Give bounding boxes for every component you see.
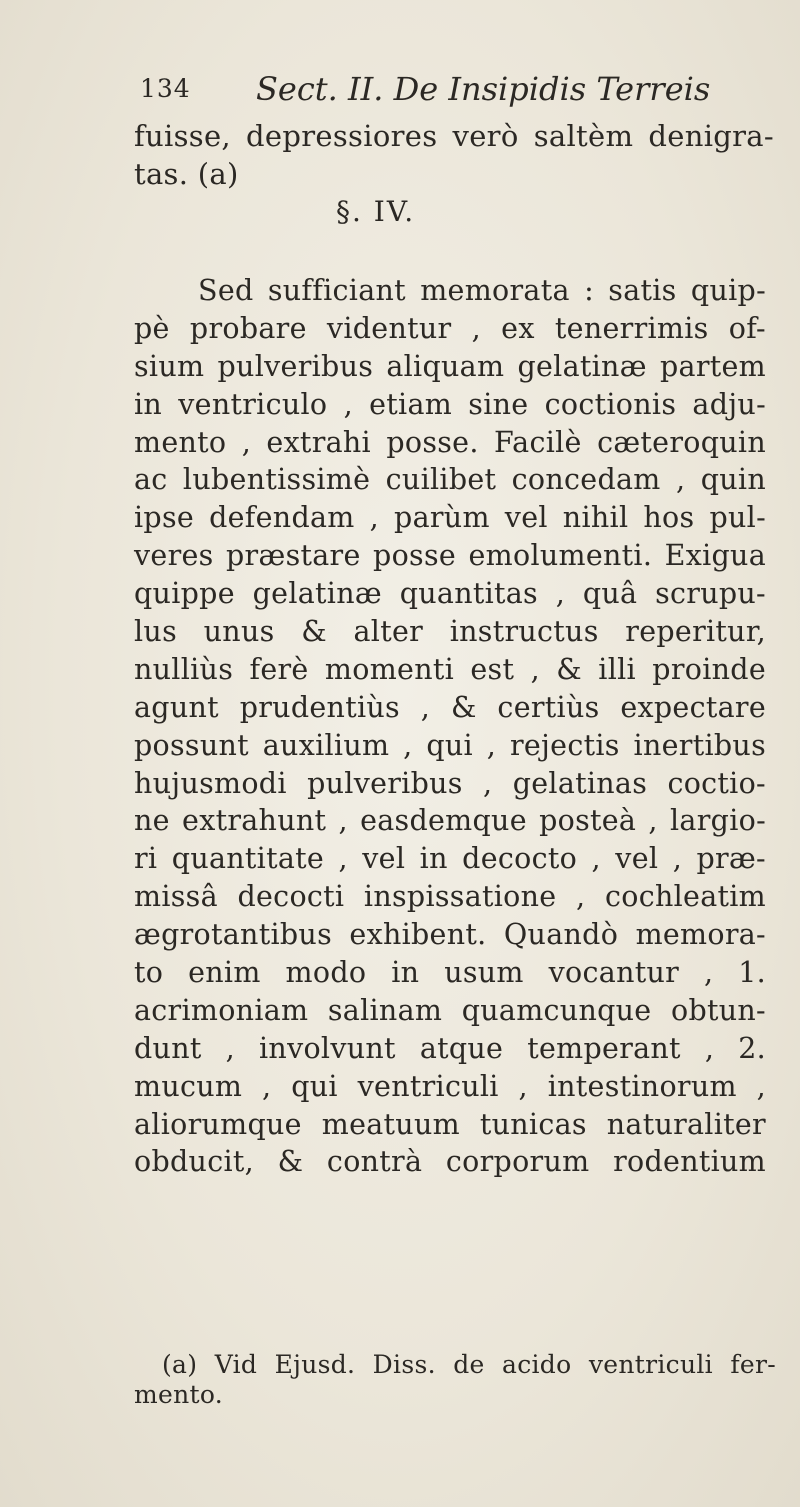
text-line: veres præstare posse emolumenti. Exigua	[134, 539, 766, 573]
text-line: tas. (a)	[134, 156, 239, 191]
intro-paragraph	[134, 118, 774, 193]
text-line: acrimoniam salinam quamcunque obtun-	[134, 993, 766, 1027]
text-line: ri quantitate , vel in decocto , vel , præ-	[134, 842, 766, 876]
body-paragraph	[134, 272, 766, 1181]
running-title: Sect. II. De Insipidis Terreis	[256, 70, 711, 108]
text-line: pè probare videntur , ex tenerrimis of-	[134, 311, 766, 345]
text-line: sium pulveribus aliquam gelatinæ partem	[134, 349, 766, 383]
text-line: aliorumque meatuum tunicas naturaliter	[134, 1107, 766, 1141]
text-line: hujusmodi pulveribus , gelatinas coctio-	[134, 766, 766, 800]
text-line: obducit, & contrà corporum rodentium	[134, 1145, 766, 1179]
text-line: ac lubentissimè cuilibet concedam , quin	[134, 463, 766, 497]
page-number: 134	[140, 74, 191, 103]
footnote-line: (a) Vid Ejusd. Diss. de acido ventriculi fer-	[162, 1350, 776, 1379]
text-line: ægrotantibus exhibent. Quandò memora-	[134, 918, 766, 952]
text-line: mento , extrahi posse. Facilè cæteroquin	[134, 425, 766, 459]
text-line: mucum , qui ventriculi , intestinorum ,	[134, 1069, 766, 1103]
text-line: Sed sufficiant memorata : satis quip-	[198, 274, 766, 307]
text-line: nulliùs ferè momenti est , & illi proinde	[134, 652, 766, 686]
section-heading: §. IV.	[336, 195, 416, 228]
text-line: dunt , involvunt atque temperant , 2.	[134, 1031, 766, 1065]
text-line: to enim modo in usum vocantur , 1.	[134, 956, 766, 990]
text-line: fuisse, depressiores verò saltèm denigra-	[134, 119, 774, 153]
footnote-line: mento.	[134, 1380, 224, 1409]
text-line: missâ decocti inspissatione , cochleatim	[134, 880, 766, 914]
text-line: in ventriculo , etiam sine coctionis adju-	[134, 387, 766, 421]
text-line: ipse defendam , parùm vel nihil hos pul-	[134, 501, 766, 535]
text-line: agunt prudentiùs , & certiùs expectare	[134, 690, 766, 724]
text-line: ne extrahunt , easdemque posteà , largio-	[134, 804, 766, 838]
footnote	[134, 1350, 776, 1410]
text-line: quippe gelatinæ quantitas , quâ scrupu-	[134, 577, 766, 611]
text-line: possunt auxilium , qui , rejectis inertibus	[134, 728, 766, 762]
page-header	[140, 70, 760, 114]
text-line: lus unus & alter instructus reperitur,	[134, 615, 766, 649]
